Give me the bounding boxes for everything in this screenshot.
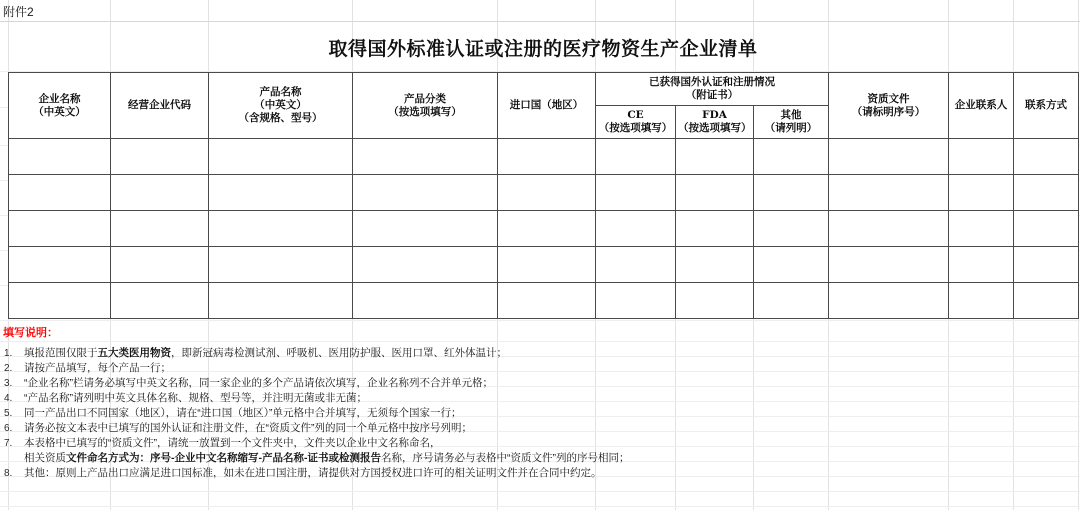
instruction-text: 本表格中已填写的“资质文件”，请统一放置到一个文件夹中，文件夹以企业中文名称命名， bbox=[24, 437, 441, 449]
header-certification-group-main: 已获得国外认证和注册情况 bbox=[649, 76, 776, 88]
header-other-sub: （请列明） bbox=[764, 122, 818, 134]
table-row[interactable] bbox=[9, 211, 1079, 247]
instruction-text: 请按产品填写，每个产品一行； bbox=[24, 362, 171, 374]
table-cell[interactable] bbox=[676, 247, 754, 283]
table-cell[interactable] bbox=[498, 283, 596, 319]
table-cell[interactable] bbox=[754, 175, 829, 211]
table-cell[interactable] bbox=[1014, 211, 1079, 247]
table-cell[interactable] bbox=[949, 211, 1014, 247]
header-product-category bbox=[353, 73, 498, 139]
instruction-text: “产品名称”请列明中英文具体名称、规格、型号等，并注明无菌或非无菌； bbox=[24, 392, 367, 404]
table-cell[interactable] bbox=[754, 283, 829, 319]
instruction-number: 4. bbox=[4, 393, 13, 404]
instruction-number: 5. bbox=[4, 408, 13, 419]
gridline-horizontal-9 bbox=[0, 341, 1080, 342]
header-qualification-file-main: 资质文件 bbox=[867, 92, 910, 105]
instruction-text: 填报范围仅限于五大类医用物资，即新冠病毒检测试剂、呼吸机、医用防护服、医用口罩、红外体温计； bbox=[24, 347, 507, 359]
table-cell[interactable] bbox=[596, 247, 676, 283]
table-row[interactable] bbox=[9, 247, 1079, 283]
table-cell[interactable] bbox=[949, 139, 1014, 175]
table-cell[interactable] bbox=[353, 247, 498, 283]
header-fda-sub: （按选项填写） bbox=[678, 122, 752, 134]
table-cell[interactable] bbox=[111, 247, 209, 283]
header-product-name-sub2: （含规格、型号） bbox=[238, 112, 323, 124]
instruction-text: 其他：原则上产品出口应满足进口国标准，如未在进口国注册，请提供对方国授权进口许可的相关证明文件并在合同中约定。 bbox=[24, 467, 602, 479]
table-cell[interactable] bbox=[1014, 139, 1079, 175]
table-cell[interactable] bbox=[209, 247, 353, 283]
table-row[interactable] bbox=[9, 283, 1079, 319]
attachment-label: 附件2 bbox=[3, 5, 34, 19]
instruction-text: 同一产品出口不同国家（地区），请在“进口国（地区）”单元格中合并填写，无须每个国家一行； bbox=[24, 407, 462, 419]
table-cell[interactable] bbox=[676, 283, 754, 319]
instruction-text: 请务必按文本表中已填写的国外认证和注册文件，在“资质文件”列的同一个单元格中按序号列明； bbox=[24, 422, 472, 434]
table-cell[interactable] bbox=[111, 283, 209, 319]
table-header bbox=[9, 73, 1079, 139]
header-product-category-main: 产品分类 bbox=[404, 92, 446, 105]
header-product-category-sub: （按选项填写） bbox=[388, 105, 462, 118]
header-enterprise-name-sub: （中英文） bbox=[33, 105, 86, 118]
table-cell[interactable] bbox=[9, 211, 111, 247]
header-product-name-sub1: （中英文） bbox=[254, 99, 307, 111]
header-certification-group-sub: （附证书） bbox=[685, 89, 739, 101]
table-cell[interactable] bbox=[676, 175, 754, 211]
table-cell[interactable] bbox=[754, 247, 829, 283]
table-cell[interactable] bbox=[353, 175, 498, 211]
table-cell[interactable] bbox=[1014, 247, 1079, 283]
gridline-horizontal-8 bbox=[0, 320, 1080, 321]
header-fda bbox=[676, 106, 754, 139]
gridline-horizontal-19 bbox=[0, 491, 1080, 492]
table-cell[interactable] bbox=[498, 139, 596, 175]
table-cell[interactable] bbox=[949, 247, 1014, 283]
table-cell[interactable] bbox=[111, 211, 209, 247]
header-contact-method: 联系方式 bbox=[1014, 73, 1079, 139]
table-cell[interactable] bbox=[209, 139, 353, 175]
table-cell[interactable] bbox=[498, 211, 596, 247]
header-certification-group bbox=[596, 73, 829, 106]
gridline-horizontal-20 bbox=[0, 506, 1080, 507]
instruction-number: 1. bbox=[4, 348, 13, 359]
table-cell[interactable] bbox=[498, 175, 596, 211]
table-cell[interactable] bbox=[209, 175, 353, 211]
table-cell[interactable] bbox=[111, 139, 209, 175]
header-qualification-file bbox=[829, 73, 949, 139]
table-cell[interactable] bbox=[9, 247, 111, 283]
table-cell[interactable] bbox=[353, 139, 498, 175]
table-cell[interactable] bbox=[949, 175, 1014, 211]
table-cell[interactable] bbox=[596, 139, 676, 175]
table-cell[interactable] bbox=[1014, 283, 1079, 319]
table-row[interactable] bbox=[9, 139, 1079, 175]
instruction-number: 7. bbox=[4, 438, 13, 449]
header-import-country: 进口国（地区） bbox=[498, 73, 596, 139]
table-cell[interactable] bbox=[829, 211, 949, 247]
table-cell[interactable] bbox=[9, 283, 111, 319]
table-cell[interactable] bbox=[353, 211, 498, 247]
header-contact-person: 企业联系人 bbox=[949, 73, 1014, 139]
table-header-row-1 bbox=[9, 73, 1079, 106]
header-enterprise-name bbox=[9, 73, 111, 139]
header-qualification-file-sub: （请标明序号） bbox=[851, 105, 926, 118]
table-cell[interactable] bbox=[353, 283, 498, 319]
header-fda-main: FDA bbox=[702, 109, 727, 121]
header-enterprise-name-main: 企业名称 bbox=[38, 92, 81, 105]
attachment-row-divider bbox=[0, 21, 1080, 22]
instruction-number: 2. bbox=[4, 363, 13, 374]
table-cell[interactable] bbox=[209, 211, 353, 247]
table-cell[interactable] bbox=[596, 175, 676, 211]
table-cell[interactable] bbox=[829, 175, 949, 211]
table-cell[interactable] bbox=[829, 139, 949, 175]
table-cell[interactable] bbox=[596, 283, 676, 319]
table-cell[interactable] bbox=[754, 139, 829, 175]
header-ce bbox=[596, 106, 676, 139]
page-title: 取得国外标准认证或注册的医疗物资生产企业清单 bbox=[328, 38, 758, 60]
header-ce-sub: （按选项填写） bbox=[598, 122, 673, 134]
header-product-name-main: 产品名称 bbox=[259, 86, 302, 98]
table-cell[interactable] bbox=[829, 247, 949, 283]
table-cell[interactable] bbox=[676, 139, 754, 175]
instruction-number: 8. bbox=[4, 468, 13, 479]
table-body bbox=[9, 139, 1079, 319]
header-ce-main: CE bbox=[627, 109, 644, 121]
instruction-text: “企业名称”栏请务必填写中英文名称，同一家企业的多个产品请依次填写，企业名称列不合并单元格； bbox=[24, 377, 493, 389]
medical-supplies-table bbox=[8, 72, 1079, 319]
table-cell[interactable] bbox=[676, 211, 754, 247]
table-cell[interactable] bbox=[9, 139, 111, 175]
table-cell[interactable] bbox=[949, 283, 1014, 319]
table-cell[interactable] bbox=[9, 175, 111, 211]
header-other bbox=[754, 106, 829, 139]
table-cell[interactable] bbox=[596, 211, 676, 247]
header-business-code: 经营企业代码 bbox=[111, 73, 209, 139]
table-cell[interactable] bbox=[829, 283, 949, 319]
table-cell[interactable] bbox=[754, 211, 829, 247]
table-cell[interactable] bbox=[1014, 175, 1079, 211]
table-cell[interactable] bbox=[111, 175, 209, 211]
table-cell[interactable] bbox=[498, 247, 596, 283]
instruction-number: 6. bbox=[4, 423, 13, 434]
table-row[interactable] bbox=[9, 175, 1079, 211]
table-cell[interactable] bbox=[209, 283, 353, 319]
header-product-name bbox=[209, 73, 353, 139]
header-other-main: 其他 bbox=[780, 109, 802, 121]
instruction-text: 相关资质文件命名方式为：序号-企业中文名称缩写-产品名称-证书或检测报告名称，序号请务必与表格中“资质文件”列的序号相同； bbox=[24, 452, 630, 464]
instruction-number: 3. bbox=[4, 378, 13, 389]
instructions-heading: 填写说明： bbox=[3, 327, 58, 339]
